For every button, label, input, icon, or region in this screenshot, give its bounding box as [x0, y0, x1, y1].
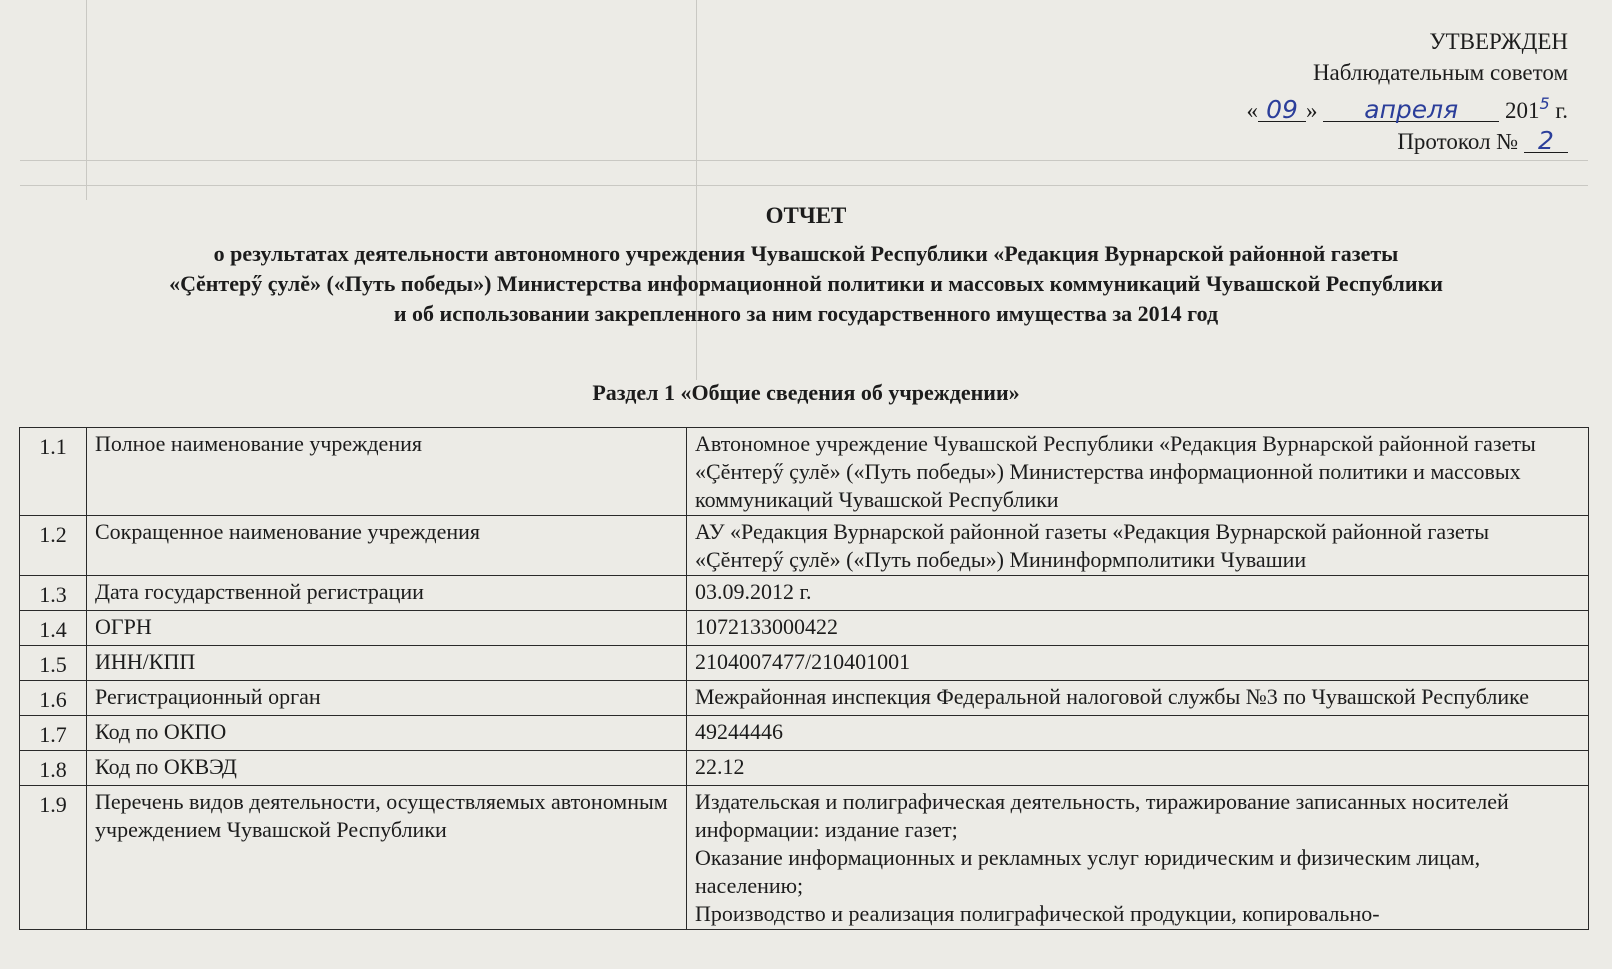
table-row	[20, 516, 1589, 576]
row-number: 1.5	[20, 646, 87, 681]
row-label: Код по ОКВЭД	[87, 751, 687, 786]
row-number: 1.4	[20, 611, 87, 646]
protocol-line	[1246, 126, 1568, 157]
row-number: 1.2	[20, 516, 87, 576]
activity-item: Оказание информационных и рекламных услуг юридическим и физическим лицам, населению;	[695, 845, 1481, 898]
approved-label: УТВЕРЖДЕН	[1429, 29, 1568, 54]
row-label: ИНН/КПП	[87, 646, 687, 681]
activity-item: Производство и реализация полиграфической продукции, копировально-	[695, 901, 1380, 926]
row-label: Код по ОКПО	[87, 716, 687, 751]
row-value: АУ «Редакция Вурнарской районной газеты «Редакция Вурнарской районной газеты «Çĕнтерӳ çулĕ» («Путь победы») Мининформполитики Чувашии	[687, 516, 1589, 576]
approved-by: Наблюдательным советом	[1312, 60, 1568, 85]
table-row	[20, 576, 1589, 611]
row-label: Сокращенное наименование учреждения	[87, 516, 687, 576]
section-title: Раздел 1 «Общие сведения об учреждении»	[592, 380, 1020, 405]
general-info-table	[19, 427, 1589, 930]
row-number: 1.1	[20, 428, 87, 516]
table-row	[20, 681, 1589, 716]
row-number: 1.7	[20, 716, 87, 751]
row-number: 1.6	[20, 681, 87, 716]
row-value: Межрайонная инспекция Федеральной налоговой службы №3 по Чувашской Республике	[687, 681, 1589, 716]
table-row	[20, 786, 1589, 930]
bleed-through-line	[20, 160, 1588, 161]
row-value: 49244446	[687, 716, 1589, 751]
row-value: 2104007477/210401001	[687, 646, 1589, 681]
protocol-label: Протокол №	[1397, 129, 1519, 154]
report-subtitle: о результатах деятельности автономного учреждения Чувашской Республики «Редакция Вурнарской районной газеты «Çĕнтерӳ çулĕ» («Путь победы») Министерства информационной политики и массовых коммуникаций Чувашской Республики и об использовании закрепленного за ним государственного имущества за 2014 год	[169, 241, 1443, 326]
row-value: Автономное учреждение Чувашской Республики «Редакция Вурнарской районной газеты «Çĕнтерӳ çулĕ» («Путь победы») Министерства информационной политики и массовых коммуникаций Чувашской Республики	[687, 428, 1589, 516]
row-value: 22.12	[687, 751, 1589, 786]
approval-date: « 09 » апреля $201^5$ г.	[1246, 94, 1568, 124]
row-number: 1.9	[20, 786, 87, 930]
row-value	[687, 786, 1589, 930]
table-row	[20, 751, 1589, 786]
approval-day: 09	[1258, 99, 1306, 122]
row-label: ОГРН	[87, 611, 687, 646]
approval-year: $201^5$	[1504, 94, 1550, 123]
row-value: 03.09.2012 г.	[687, 576, 1589, 611]
approval-block	[1246, 26, 1568, 157]
row-label: Полное наименование учреждения	[87, 428, 687, 516]
row-label: Дата государственной регистрации	[87, 576, 687, 611]
row-label: Перечень видов деятельности, осуществляемых автономным учреждением Чувашской Республики	[87, 786, 687, 930]
bleed-through-line	[86, 0, 87, 200]
table-row	[20, 428, 1589, 516]
bleed-through-line	[20, 185, 1588, 186]
activity-item: Издательская и полиграфическая деятельность, тиражирование записанных носителей информации: издание газет;	[695, 789, 1509, 842]
row-number: 1.3	[20, 576, 87, 611]
report-title: ОТЧЕТ	[765, 203, 847, 228]
row-label: Регистрационный орган	[87, 681, 687, 716]
table-row	[20, 646, 1589, 681]
page-bottom-edge	[0, 945, 1612, 969]
table-row	[20, 611, 1589, 646]
protocol-number: 2	[1524, 130, 1568, 153]
row-value: 1072133000422	[687, 611, 1589, 646]
table-row	[20, 716, 1589, 751]
row-number: 1.8	[20, 751, 87, 786]
approval-month: апреля	[1323, 99, 1499, 122]
